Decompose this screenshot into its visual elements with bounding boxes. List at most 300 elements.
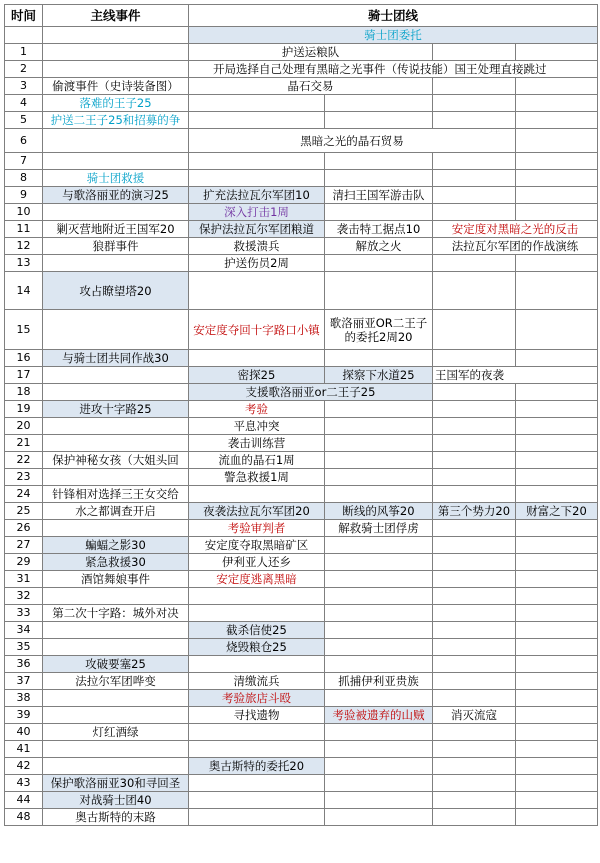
time-cell: 29 xyxy=(5,554,43,571)
knight-event-cell xyxy=(189,792,325,809)
header-row xyxy=(5,5,598,27)
table-row xyxy=(5,272,598,310)
table-row xyxy=(5,153,598,170)
main-event-cell xyxy=(43,469,189,486)
main-event-cell xyxy=(43,639,189,656)
knight-event-cell xyxy=(516,452,598,469)
time-cell: 2 xyxy=(5,61,43,78)
knight-event-cell: 财富之下20 xyxy=(516,503,598,520)
table-row xyxy=(5,129,598,153)
main-event-cell xyxy=(43,435,189,452)
table-row xyxy=(5,537,598,554)
knight-event-cell xyxy=(433,95,516,112)
knight-event-cell: 开局选择自己处理有黑暗之光事件（传说技能）国王处理直接跳过 xyxy=(189,61,598,78)
table-row xyxy=(5,741,598,758)
table-row xyxy=(5,656,598,673)
table-row xyxy=(5,204,598,221)
knight-event-cell xyxy=(325,537,433,554)
table-row xyxy=(5,758,598,775)
main-event-cell xyxy=(43,310,189,350)
main-event-cell: 攻破要塞25 xyxy=(43,656,189,673)
knight-event-cell: 袭击训练营 xyxy=(189,435,325,452)
main-event-cell xyxy=(43,129,189,153)
knight-event-cell xyxy=(325,554,433,571)
knight-event-cell: 平息冲突 xyxy=(189,418,325,435)
knight-event-cell: 奥古斯特的委托20 xyxy=(189,758,325,775)
table-row xyxy=(5,469,598,486)
knight-event-cell xyxy=(433,384,516,401)
knight-event-cell xyxy=(516,707,598,724)
knight-event-cell xyxy=(433,639,516,656)
time-cell: 40 xyxy=(5,724,43,741)
knight-event-cell xyxy=(433,656,516,673)
main-event-cell xyxy=(43,255,189,272)
knight-event-cell: 警急救援1周 xyxy=(189,469,325,486)
knight-event-cell: 流血的晶石1周 xyxy=(189,452,325,469)
knight-event-cell xyxy=(516,792,598,809)
table-row xyxy=(5,724,598,741)
knight-event-cell xyxy=(325,639,433,656)
time-cell: 22 xyxy=(5,452,43,469)
knight-event-cell xyxy=(433,741,516,758)
time-cell: 36 xyxy=(5,656,43,673)
knight-event-cell xyxy=(433,435,516,452)
knight-event-cell xyxy=(433,44,516,61)
knight-event-cell: 考验被遗弃的山贼 xyxy=(325,707,433,724)
knight-event-cell: 护送伤员2周 xyxy=(189,255,325,272)
table-row xyxy=(5,367,598,384)
knight-event-cell xyxy=(325,792,433,809)
time-cell: 31 xyxy=(5,571,43,588)
time-cell xyxy=(5,27,43,44)
table-row xyxy=(5,401,598,418)
time-cell: 34 xyxy=(5,622,43,639)
knight-event-cell xyxy=(433,204,516,221)
main-event-cell xyxy=(43,204,189,221)
main-event-cell: 奥古斯特的末路 xyxy=(43,809,189,826)
knight-event-cell xyxy=(325,95,433,112)
knight-event-cell xyxy=(433,792,516,809)
knight-event-cell: 安定度夺取黑暗矿区 xyxy=(189,537,325,554)
knight-event-cell xyxy=(516,350,598,367)
time-cell: 23 xyxy=(5,469,43,486)
main-event-cell xyxy=(43,153,189,170)
main-event-cell xyxy=(43,27,189,44)
time-cell: 20 xyxy=(5,418,43,435)
table-row xyxy=(5,554,598,571)
knight-event-cell xyxy=(516,310,598,350)
time-cell: 21 xyxy=(5,435,43,452)
table-row xyxy=(5,571,598,588)
time-cell: 17 xyxy=(5,367,43,384)
table-row xyxy=(5,95,598,112)
main-event-cell: 水之都调查开启 xyxy=(43,503,189,520)
knight-event-cell xyxy=(189,741,325,758)
knight-event-cell xyxy=(433,112,516,129)
knight-event-cell: 考验审判者 xyxy=(189,520,325,537)
knight-event-cell xyxy=(516,622,598,639)
table-row xyxy=(5,310,598,350)
knight-event-cell: 安定度逃离黑暗 xyxy=(189,571,325,588)
knight-event-cell xyxy=(433,605,516,622)
knight-event-cell xyxy=(433,255,516,272)
main-event-cell xyxy=(43,44,189,61)
knight-event-cell xyxy=(433,401,516,418)
main-event-cell: 灯红酒绿 xyxy=(43,724,189,741)
time-cell: 10 xyxy=(5,204,43,221)
main-event-cell: 第二次十字路：城外对决 xyxy=(43,605,189,622)
main-event-cell: 酒馆舞娘事件 xyxy=(43,571,189,588)
main-event-cell xyxy=(43,588,189,605)
table-row xyxy=(5,44,598,61)
knight-event-cell: 歌洛丽亚OR二王子的委托2周20 xyxy=(325,310,433,350)
main-event-cell: 落难的王子25 xyxy=(43,95,189,112)
knight-event-cell xyxy=(433,588,516,605)
knight-event-cell xyxy=(516,656,598,673)
main-event-cell xyxy=(43,384,189,401)
knight-event-cell: 安定度对黑暗之光的反击 xyxy=(433,221,598,238)
knight-event-cell xyxy=(433,724,516,741)
knight-event-cell xyxy=(516,673,598,690)
knight-event-cell: 密探25 xyxy=(189,367,325,384)
event-timeline-table xyxy=(4,4,598,826)
knight-event-cell xyxy=(189,272,325,310)
knight-event-cell xyxy=(325,170,433,187)
knight-event-cell xyxy=(516,187,598,204)
knight-event-cell xyxy=(189,809,325,826)
knight-event-cell xyxy=(433,418,516,435)
time-cell: 26 xyxy=(5,520,43,537)
knight-event-cell xyxy=(325,571,433,588)
knight-event-cell xyxy=(516,418,598,435)
time-cell: 12 xyxy=(5,238,43,255)
knight-event-cell xyxy=(189,350,325,367)
time-cell: 41 xyxy=(5,741,43,758)
knight-event-cell xyxy=(516,384,598,401)
time-cell: 25 xyxy=(5,503,43,520)
header-main-events: 主线事件 xyxy=(43,5,189,27)
knight-event-cell: 解救骑士团俘虏 xyxy=(325,520,433,537)
time-cell: 14 xyxy=(5,272,43,310)
table-row xyxy=(5,792,598,809)
knight-event-cell xyxy=(325,469,433,486)
time-cell: 24 xyxy=(5,486,43,503)
knight-event-cell xyxy=(325,153,433,170)
main-event-cell: 保护神秘女孩（大姐头回 xyxy=(43,452,189,469)
main-event-cell: 针锋相对选择三王女交给 xyxy=(43,486,189,503)
knight-event-cell xyxy=(516,255,598,272)
knight-event-cell xyxy=(189,724,325,741)
knight-event-cell: 王国军的夜袭 xyxy=(433,367,598,384)
knight-event-cell xyxy=(516,520,598,537)
time-cell: 19 xyxy=(5,401,43,418)
knight-event-cell xyxy=(433,452,516,469)
table-row xyxy=(5,350,598,367)
knight-event-cell: 安定度夺回十字路口小镇 xyxy=(189,310,325,350)
knight-event-cell xyxy=(516,554,598,571)
knight-event-cell: 扩充法拉瓦尔军团10 xyxy=(189,187,325,204)
main-event-cell: 进攻十字路25 xyxy=(43,401,189,418)
knight-event-cell xyxy=(433,622,516,639)
main-event-cell xyxy=(43,520,189,537)
knight-event-cell: 骑士团委托 xyxy=(189,27,598,44)
knight-event-cell xyxy=(433,153,516,170)
knight-event-cell xyxy=(325,622,433,639)
main-event-cell: 偷渡事件（史诗装备图） xyxy=(43,78,189,95)
knight-event-cell: 伊利亚人还乡 xyxy=(189,554,325,571)
knight-event-cell: 夜袭法拉瓦尔军团20 xyxy=(189,503,325,520)
knight-event-cell: 支援歌洛丽亚or二王子25 xyxy=(189,384,433,401)
knight-event-cell xyxy=(516,690,598,707)
knight-event-cell: 抓捕伊利亚贵族 xyxy=(325,673,433,690)
knight-event-cell xyxy=(325,588,433,605)
knight-event-cell xyxy=(516,588,598,605)
knight-event-cell: 解放之火 xyxy=(325,238,433,255)
time-cell: 13 xyxy=(5,255,43,272)
knight-event-cell xyxy=(516,435,598,452)
knight-event-cell xyxy=(433,673,516,690)
knight-event-cell xyxy=(516,44,598,61)
knight-event-cell xyxy=(433,170,516,187)
knight-event-cell: 消灭流寇 xyxy=(433,707,516,724)
knight-event-cell xyxy=(189,170,325,187)
time-cell: 6 xyxy=(5,129,43,153)
knight-event-cell xyxy=(516,724,598,741)
knight-event-cell xyxy=(325,656,433,673)
table-row xyxy=(5,187,598,204)
knight-event-cell xyxy=(516,78,598,95)
table-row xyxy=(5,605,598,622)
time-cell: 33 xyxy=(5,605,43,622)
knight-event-cell xyxy=(325,112,433,129)
knight-event-cell xyxy=(516,401,598,418)
table-row xyxy=(5,588,598,605)
header-knight-line: 骑士团线 xyxy=(189,5,598,27)
knight-event-cell: 烧毁粮仓25 xyxy=(189,639,325,656)
time-cell: 9 xyxy=(5,187,43,204)
main-event-cell xyxy=(43,622,189,639)
main-event-cell xyxy=(43,758,189,775)
main-event-cell xyxy=(43,741,189,758)
knight-event-cell xyxy=(433,78,516,95)
table-row xyxy=(5,112,598,129)
time-cell: 4 xyxy=(5,95,43,112)
header-time: 时间 xyxy=(5,5,43,27)
table-row xyxy=(5,622,598,639)
time-cell: 3 xyxy=(5,78,43,95)
knight-event-cell: 深入打击1周 xyxy=(189,204,325,221)
main-event-cell xyxy=(43,707,189,724)
knight-event-cell xyxy=(516,571,598,588)
main-event-cell: 狼群事件 xyxy=(43,238,189,255)
knight-event-cell xyxy=(325,809,433,826)
time-cell: 5 xyxy=(5,112,43,129)
knight-event-cell xyxy=(516,537,598,554)
knight-event-cell xyxy=(325,350,433,367)
knight-event-cell xyxy=(325,272,433,310)
table-row xyxy=(5,452,598,469)
knight-event-cell: 法拉瓦尔军团的作战演练 xyxy=(433,238,598,255)
knight-event-cell: 清扫王国军游击队 xyxy=(325,187,433,204)
table-row xyxy=(5,503,598,520)
knight-event-cell: 晶石交易 xyxy=(189,78,433,95)
main-event-cell: 蝙蝠之影30 xyxy=(43,537,189,554)
knight-event-cell xyxy=(325,435,433,452)
knight-event-cell xyxy=(433,554,516,571)
time-cell: 18 xyxy=(5,384,43,401)
knight-event-cell: 断线的风筝20 xyxy=(325,503,433,520)
time-cell: 16 xyxy=(5,350,43,367)
table-row xyxy=(5,435,598,452)
knight-event-cell xyxy=(325,204,433,221)
knight-event-cell xyxy=(433,537,516,554)
knight-event-cell xyxy=(189,775,325,792)
knight-event-cell: 黑暗之光的晶石贸易 xyxy=(189,129,516,153)
knight-event-cell xyxy=(325,605,433,622)
time-cell: 48 xyxy=(5,809,43,826)
table-row xyxy=(5,238,598,255)
knight-event-cell xyxy=(516,95,598,112)
table-row xyxy=(5,27,598,44)
table-row xyxy=(5,486,598,503)
knight-event-cell xyxy=(433,187,516,204)
time-cell: 42 xyxy=(5,758,43,775)
knight-event-cell xyxy=(189,588,325,605)
knight-event-cell xyxy=(516,153,598,170)
knight-event-cell xyxy=(433,571,516,588)
knight-event-cell xyxy=(325,690,433,707)
knight-event-cell: 考验 xyxy=(189,401,325,418)
knight-event-cell xyxy=(433,350,516,367)
main-event-cell: 攻占瞭望塔20 xyxy=(43,272,189,310)
main-event-cell xyxy=(43,690,189,707)
knight-event-cell xyxy=(516,486,598,503)
knight-event-cell xyxy=(433,469,516,486)
knight-event-cell xyxy=(325,418,433,435)
knight-event-cell: 清缴流兵 xyxy=(189,673,325,690)
knight-event-cell xyxy=(433,486,516,503)
table-row xyxy=(5,673,598,690)
main-event-cell: 护送二王子25和招募的争 xyxy=(43,112,189,129)
time-cell: 1 xyxy=(5,44,43,61)
time-cell: 37 xyxy=(5,673,43,690)
table-row xyxy=(5,775,598,792)
knight-event-cell: 截杀信使25 xyxy=(189,622,325,639)
main-event-cell xyxy=(43,367,189,384)
table-row xyxy=(5,255,598,272)
time-cell: 44 xyxy=(5,792,43,809)
knight-event-cell xyxy=(325,401,433,418)
table-row xyxy=(5,639,598,656)
knight-event-cell: 第三个势力20 xyxy=(433,503,516,520)
knight-event-cell xyxy=(433,310,516,350)
knight-event-cell xyxy=(433,520,516,537)
knight-event-cell xyxy=(433,272,516,310)
knight-event-cell: 保护法拉瓦尔军团粮道 xyxy=(189,221,325,238)
table-row xyxy=(5,384,598,401)
knight-event-cell xyxy=(516,129,598,153)
knight-event-cell xyxy=(516,758,598,775)
knight-event-cell xyxy=(325,741,433,758)
knight-event-cell: 袭击特工据点10 xyxy=(325,221,433,238)
table-row xyxy=(5,707,598,724)
time-cell: 11 xyxy=(5,221,43,238)
knight-event-cell xyxy=(325,452,433,469)
knight-event-cell: 寻找遗物 xyxy=(189,707,325,724)
knight-event-cell xyxy=(325,255,433,272)
time-cell: 32 xyxy=(5,588,43,605)
knight-event-cell xyxy=(433,690,516,707)
main-event-cell xyxy=(43,61,189,78)
table-row xyxy=(5,418,598,435)
main-event-cell: 剿灭营地附近王国军20 xyxy=(43,221,189,238)
time-cell: 8 xyxy=(5,170,43,187)
time-cell: 38 xyxy=(5,690,43,707)
time-cell: 7 xyxy=(5,153,43,170)
time-cell: 27 xyxy=(5,537,43,554)
knight-event-cell xyxy=(516,741,598,758)
time-cell: 39 xyxy=(5,707,43,724)
knight-event-cell xyxy=(516,775,598,792)
main-event-cell: 法拉尔军团哗变 xyxy=(43,673,189,690)
knight-event-cell xyxy=(516,809,598,826)
table-row xyxy=(5,520,598,537)
knight-event-cell xyxy=(516,272,598,310)
knight-event-cell xyxy=(433,758,516,775)
knight-event-cell xyxy=(516,639,598,656)
knight-event-cell: 考验旅店斗殴 xyxy=(189,690,325,707)
knight-event-cell xyxy=(516,469,598,486)
event-timeline-table-wrapper xyxy=(4,4,597,859)
knight-event-cell xyxy=(189,112,325,129)
knight-event-cell xyxy=(189,656,325,673)
knight-event-cell xyxy=(516,605,598,622)
main-event-cell xyxy=(43,418,189,435)
main-event-cell: 骑士团救援 xyxy=(43,170,189,187)
main-event-cell: 与歌洛丽亚的演习25 xyxy=(43,187,189,204)
knight-event-cell xyxy=(516,170,598,187)
knight-event-cell xyxy=(189,486,325,503)
time-cell: 35 xyxy=(5,639,43,656)
table-row xyxy=(5,690,598,707)
knight-event-cell xyxy=(516,112,598,129)
knight-event-cell: 护送运粮队 xyxy=(189,44,433,61)
main-event-cell: 保护歌洛丽亚30和寻回圣 xyxy=(43,775,189,792)
time-cell: 15 xyxy=(5,310,43,350)
knight-event-cell xyxy=(189,605,325,622)
main-event-cell: 对战骑士团40 xyxy=(43,792,189,809)
knight-event-cell xyxy=(325,724,433,741)
table-row xyxy=(5,61,598,78)
knight-event-cell xyxy=(325,486,433,503)
knight-event-cell xyxy=(433,775,516,792)
table-row xyxy=(5,78,598,95)
knight-event-cell xyxy=(516,204,598,221)
table-row xyxy=(5,221,598,238)
main-event-cell: 紧急救援30 xyxy=(43,554,189,571)
knight-event-cell xyxy=(325,775,433,792)
knight-event-cell xyxy=(189,153,325,170)
knight-event-cell xyxy=(433,809,516,826)
main-event-cell: 与骑士团共同作战30 xyxy=(43,350,189,367)
knight-event-cell: 探察下水道25 xyxy=(325,367,433,384)
table-row xyxy=(5,170,598,187)
knight-event-cell xyxy=(189,95,325,112)
time-cell: 43 xyxy=(5,775,43,792)
knight-event-cell xyxy=(325,758,433,775)
knight-event-cell: 救援溃兵 xyxy=(189,238,325,255)
table-row xyxy=(5,809,598,826)
